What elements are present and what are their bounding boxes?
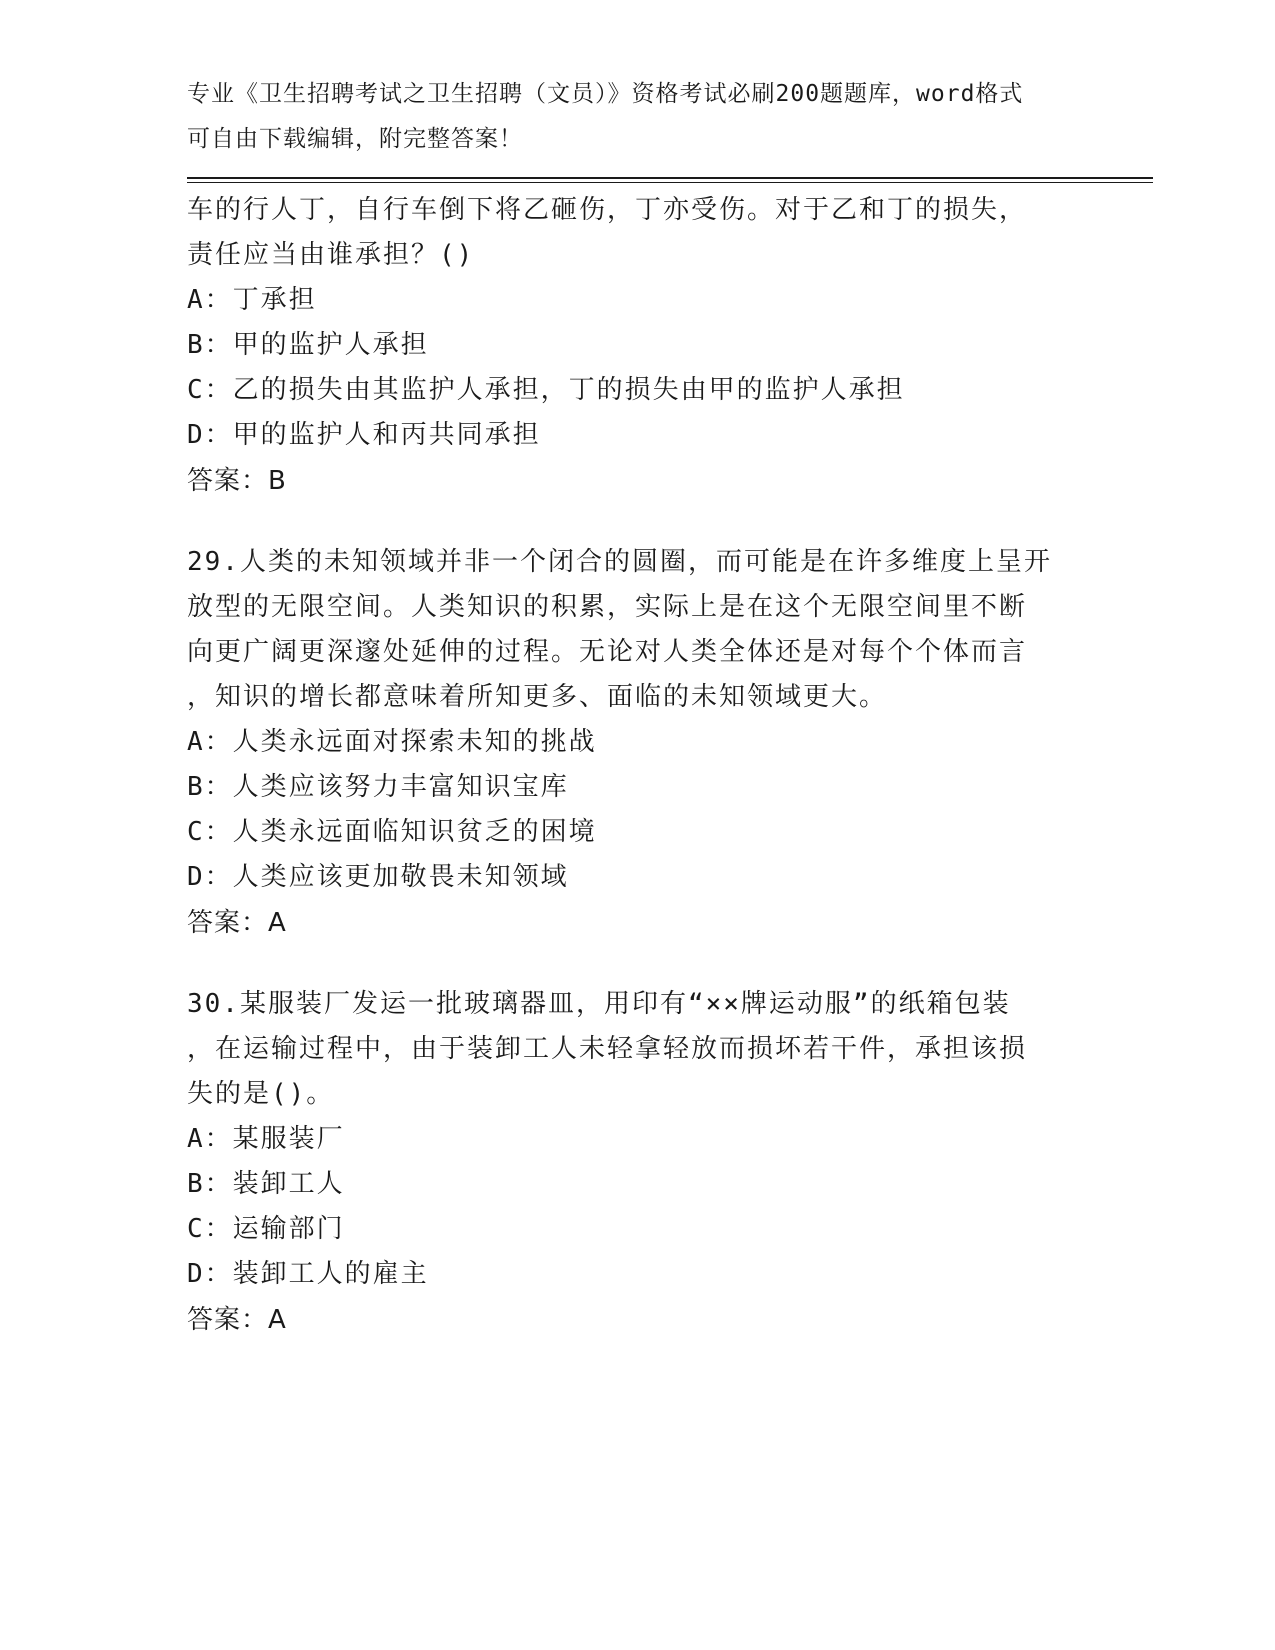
option-c: C：运输部门 <box>187 1214 345 1244</box>
header-line-1: 专业《卫生招聘考试之卫生招聘（文员）》资格考试必刷200题题库，word格式 <box>187 81 1024 107</box>
question-item <box>187 188 1117 504</box>
header-divider <box>187 177 1153 179</box>
answer-line: 答案：A <box>187 1305 287 1335</box>
question-list <box>187 188 1117 1343</box>
option-a: A：丁承担 <box>187 285 317 315</box>
option-d: D：甲的监护人和丙共同承担 <box>187 420 541 450</box>
header-line-2: 可自由下载编辑，附完整答案！ <box>187 126 523 152</box>
option-c: C：人类永远面临知识贫乏的困境 <box>187 817 597 847</box>
question-stem-line: 车的行人丁，自行车倒下将乙砸伤，丁亦受伤。对于乙和丁的损失， <box>187 195 1028 225</box>
question-item <box>187 982 1117 1343</box>
question-stem-line: 向更广阔更深邃处延伸的过程。无论对人类全体还是对每个个体而言 <box>187 637 1028 667</box>
question-stem-line: 30.某服装厂发运一批玻璃器皿，用印有“××牌运动服”的纸箱包装 <box>187 989 1011 1019</box>
option-b: B：人类应该努力丰富知识宝库 <box>187 772 569 802</box>
option-d: D：人类应该更加敬畏未知领域 <box>187 862 569 892</box>
answer-line: 答案：A <box>187 908 287 938</box>
question-stem-line: 责任应当由谁承担？() <box>187 240 475 270</box>
answer-line: 答案：B <box>187 466 287 496</box>
question-stem-line: 放型的无限空间。人类知识的积累，实际上是在这个无限空间里不断 <box>187 592 1028 622</box>
option-b: B：甲的监护人承担 <box>187 330 429 360</box>
option-b: B：装卸工人 <box>187 1169 345 1199</box>
document-header <box>187 72 1087 162</box>
question-stem-line: ，知识的增长都意味着所知更多、面临的未知领域更大。 <box>187 682 888 712</box>
option-a: A：某服装厂 <box>187 1124 345 1154</box>
option-c: C：乙的损失由其监护人承担，丁的损失由甲的监护人承担 <box>187 375 905 405</box>
option-a: A：人类永远面对探索未知的挑战 <box>187 727 597 757</box>
question-stem-line: 失的是()。 <box>187 1079 335 1109</box>
question-stem-line: 29.人类的未知领域并非一个闭合的圆圈，而可能是在许多维度上呈开 <box>187 547 1052 577</box>
option-d: D：装卸工人的雇主 <box>187 1259 429 1289</box>
question-stem-line: ，在运输过程中，由于装卸工人未轻拿轻放而损坏若干件，承担该损 <box>187 1034 1028 1064</box>
header-divider-thin <box>187 182 1153 183</box>
question-item <box>187 540 1117 946</box>
